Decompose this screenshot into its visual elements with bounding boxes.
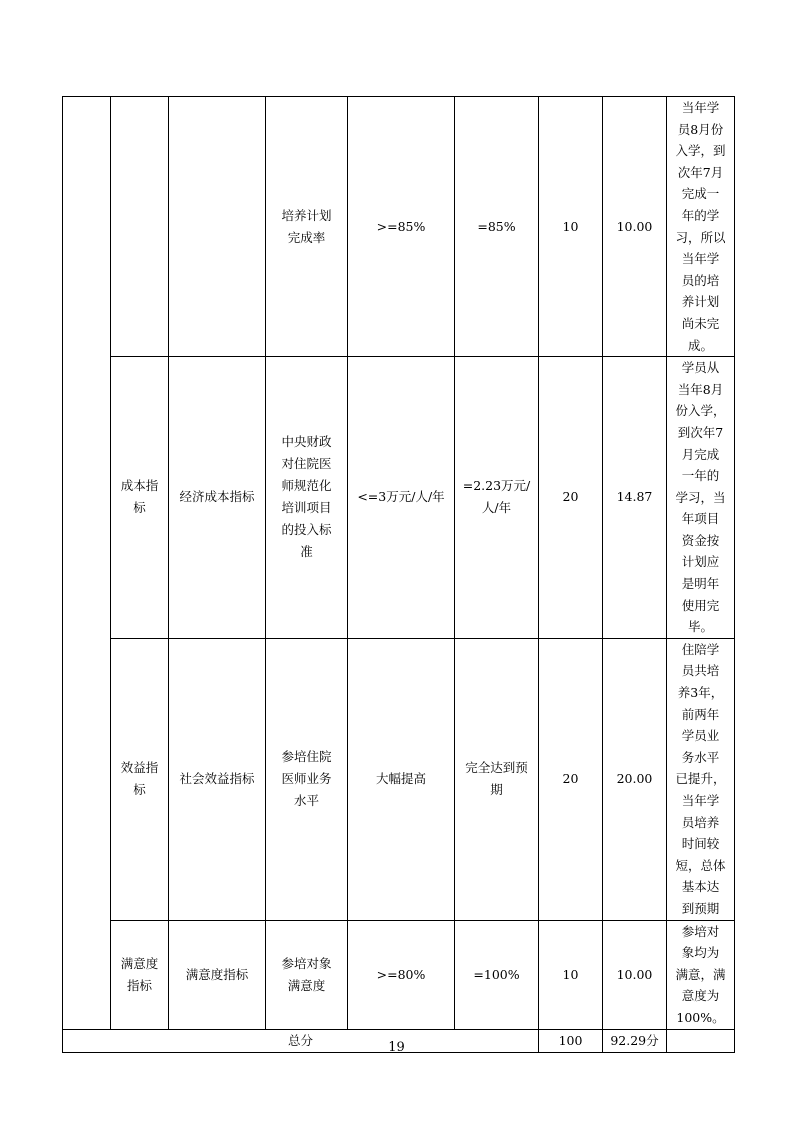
indicator-cell: 参培住院 医师业务 水平 — [266, 638, 348, 920]
remark-cell: 参培对 象均为 满意，满 意度为 100%。 — [667, 920, 735, 1029]
level1-cell — [63, 97, 111, 1030]
level2-cell: 效益指 标 — [111, 638, 169, 920]
target-cell: >=85% — [348, 97, 455, 357]
level3-cell: 满意度指标 — [169, 920, 266, 1029]
weight-cell: 20 — [539, 638, 603, 920]
score-cell: 10.00 — [603, 97, 667, 357]
actual-cell: =100% — [455, 920, 539, 1029]
indicator-cell: 参培对象 满意度 — [266, 920, 348, 1029]
actual-cell: =2.23万元/ 人/年 — [455, 357, 539, 639]
target-cell: 大幅提高 — [348, 638, 455, 920]
actual-cell: 完全达到预 期 — [455, 638, 539, 920]
actual-cell: =85% — [455, 97, 539, 357]
score-cell: 10.00 — [603, 920, 667, 1029]
level3-cell: 经济成本指标 — [169, 357, 266, 639]
table-row — [63, 638, 735, 920]
remark-cell: 当年学 员8月份 入学，到 次年7月 完成一 年的学 习，所以 当年学 员的培 养计划 尚未完 成。 — [667, 97, 735, 357]
weight-cell: 10 — [539, 920, 603, 1029]
performance-table — [62, 96, 735, 1053]
score-cell: 20.00 — [603, 638, 667, 920]
remark-cell: 住陪学 员共培 养3年， 前两年 学员业 务水平 已提升， 当年学 员培养 时间较 短，总体 基本达 到预期 — [667, 638, 735, 920]
target-cell: <=3万元/人/年 — [348, 357, 455, 639]
target-cell: >=80% — [348, 920, 455, 1029]
total-weight: 100 — [539, 1029, 603, 1052]
indicator-cell: 培养计划 完成率 — [266, 97, 348, 357]
level2-cell: 满意度 指标 — [111, 920, 169, 1029]
remark-cell: 学员从 当年8月 份入学， 到次年7 月完成 一年的 学习，当 年项目 资金按 计划应 是明年 使用完 毕。 — [667, 357, 735, 639]
level2-cell — [111, 97, 169, 357]
total-score: 92.29分 — [603, 1029, 667, 1052]
indicator-cell: 中央财政 对住院医 师规范化 培训项目 的投入标 准 — [266, 357, 348, 639]
weight-cell: 20 — [539, 357, 603, 639]
total-label: 总分 — [63, 1029, 539, 1052]
level2-cell: 成本指 标 — [111, 357, 169, 639]
table-row — [63, 97, 735, 357]
score-cell: 14.87 — [603, 357, 667, 639]
level3-cell — [169, 97, 266, 357]
table-row — [63, 357, 735, 639]
table-row — [63, 920, 735, 1029]
weight-cell: 10 — [539, 97, 603, 357]
page-number: 19 — [388, 1040, 405, 1055]
level3-cell: 社会效益指标 — [169, 638, 266, 920]
